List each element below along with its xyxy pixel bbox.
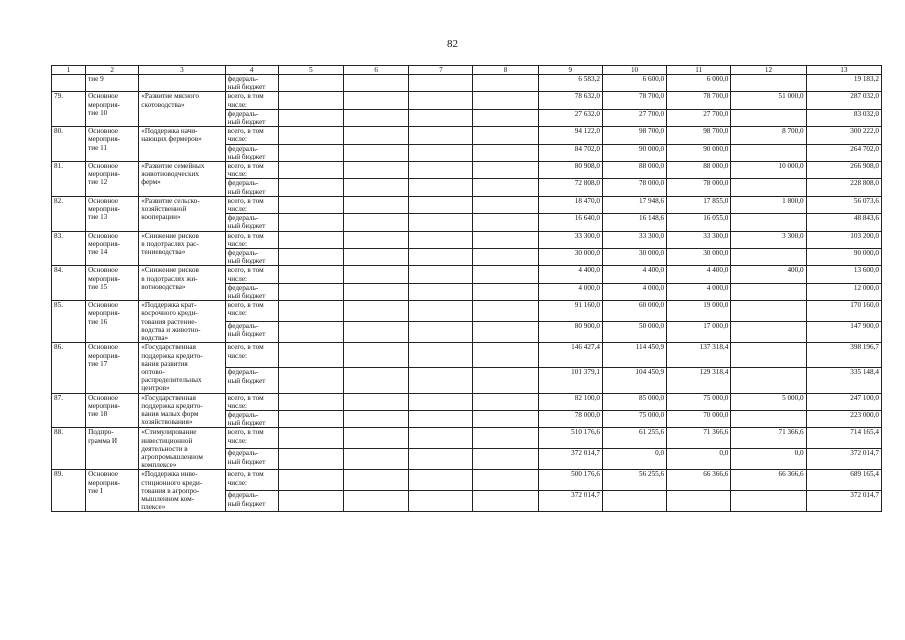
empty-cell [278, 491, 343, 512]
column-header: 12 [731, 66, 806, 75]
value-cell: 16 640,0 [538, 214, 602, 231]
value-cell: 4 400,0 [602, 266, 666, 283]
column-header: 5 [278, 66, 343, 75]
program-title [139, 75, 225, 92]
program-name: Основное мероприя- тие 12 [86, 162, 139, 197]
column-header: 8 [473, 66, 538, 75]
empty-cell [278, 179, 343, 196]
funding-source: всего, в том числе: [225, 231, 278, 248]
value-cell: 8 700,0 [731, 127, 806, 144]
empty-cell [409, 196, 473, 213]
value-cell [731, 283, 806, 300]
row-number: 80. [52, 127, 86, 162]
empty-cell [344, 109, 409, 126]
column-header: 9 [538, 66, 602, 75]
value-cell: 17 000,0 [667, 322, 731, 343]
value-cell: 78 000,0 [602, 179, 666, 196]
column-header: 2 [86, 66, 139, 75]
value-cell: 71 366,6 [731, 428, 806, 449]
empty-cell [473, 231, 538, 248]
row-number [52, 75, 86, 92]
empty-cell [278, 368, 343, 393]
funding-source: всего, в том числе: [225, 428, 278, 449]
empty-cell [278, 196, 343, 213]
empty-cell [344, 231, 409, 248]
empty-cell [409, 214, 473, 231]
empty-cell [473, 428, 538, 449]
program-title: «Государственная поддержка кредито- вания малых форм хозяйствования» [139, 393, 225, 428]
empty-cell [344, 179, 409, 196]
column-header: 11 [667, 66, 731, 75]
empty-cell [409, 393, 473, 410]
value-cell: 75 000,0 [667, 393, 731, 410]
row-number: 83. [52, 231, 86, 266]
program-name: тие 9 [86, 75, 139, 92]
value-cell: 66 366,6 [667, 470, 731, 491]
value-cell: 72 808,0 [538, 179, 602, 196]
value-cell [731, 322, 806, 343]
value-cell: 16 055,0 [667, 214, 731, 231]
empty-cell [344, 343, 409, 368]
value-cell: 60 000,0 [602, 301, 666, 322]
value-cell [667, 491, 731, 512]
value-cell: 228 808,0 [806, 179, 881, 196]
program-name: Основное мероприя- тие 14 [86, 231, 139, 266]
empty-cell [473, 283, 538, 300]
empty-cell [344, 144, 409, 161]
empty-cell [473, 410, 538, 427]
program-title: «Снижение рисков в подотраслях рас- тениеводства» [139, 231, 225, 266]
empty-cell [278, 428, 343, 449]
value-cell: 714 165,4 [806, 428, 881, 449]
value-cell: 146 427,4 [538, 343, 602, 368]
value-cell [731, 249, 806, 266]
value-cell: 104 450,9 [602, 368, 666, 393]
value-cell [731, 368, 806, 393]
value-cell: 30 000,0 [602, 249, 666, 266]
empty-cell [344, 393, 409, 410]
value-cell: 0,0 [731, 449, 806, 470]
value-cell: 266 908,0 [806, 162, 881, 179]
empty-cell [409, 343, 473, 368]
empty-cell [473, 75, 538, 92]
funding-source: всего, в том числе: [225, 127, 278, 144]
value-cell: 90 000,0 [667, 144, 731, 161]
program-name: Основное мероприя- тие 15 [86, 266, 139, 301]
empty-cell [473, 214, 538, 231]
funding-source: федераль- ный бюджет [225, 449, 278, 470]
empty-cell [473, 343, 538, 368]
value-cell: 4 000,0 [538, 283, 602, 300]
value-cell: 0,0 [667, 449, 731, 470]
empty-cell [344, 410, 409, 427]
value-cell: 372 014,7 [538, 491, 602, 512]
table-row [52, 127, 882, 144]
value-cell: 400,0 [731, 266, 806, 283]
value-cell: 689 165,4 [806, 470, 881, 491]
empty-cell [409, 231, 473, 248]
value-cell: 78 000,0 [667, 179, 731, 196]
empty-cell [409, 470, 473, 491]
funding-source: федераль- ный бюджет [225, 214, 278, 231]
row-number: 81. [52, 162, 86, 197]
value-cell: 27 700,0 [667, 109, 731, 126]
funding-source: федераль- ный бюджет [225, 179, 278, 196]
row-number: 86. [52, 343, 86, 393]
empty-cell [344, 92, 409, 109]
empty-cell [473, 322, 538, 343]
empty-cell [473, 470, 538, 491]
value-cell: 129 318,4 [667, 368, 731, 393]
value-cell: 170 160,0 [806, 301, 881, 322]
value-cell: 84 702,0 [538, 144, 602, 161]
empty-cell [409, 491, 473, 512]
value-cell: 300 222,0 [806, 127, 881, 144]
value-cell: 56 073,6 [806, 196, 881, 213]
value-cell: 27 700,0 [602, 109, 666, 126]
program-name: Подпро- грамма И [86, 428, 139, 470]
value-cell: 78 000,0 [538, 410, 602, 427]
empty-cell [344, 249, 409, 266]
table-row [52, 92, 882, 109]
value-cell: 61 255,6 [602, 428, 666, 449]
empty-cell [473, 491, 538, 512]
value-cell [731, 179, 806, 196]
program-name: Основное мероприя- тие 10 [86, 92, 139, 127]
row-number: 84. [52, 266, 86, 301]
value-cell: 103 200,0 [806, 231, 881, 248]
value-cell: 247 100,0 [806, 393, 881, 410]
value-cell: 335 148,4 [806, 368, 881, 393]
table-row [52, 428, 882, 449]
value-cell: 75 000,0 [602, 410, 666, 427]
empty-cell [344, 162, 409, 179]
value-cell: 6 600,0 [602, 75, 666, 92]
empty-cell [409, 410, 473, 427]
empty-cell [473, 144, 538, 161]
value-cell: 66 366,6 [731, 470, 806, 491]
empty-cell [409, 144, 473, 161]
empty-cell [409, 368, 473, 393]
value-cell: 51 000,0 [731, 92, 806, 109]
program-title: «Снижение рисков в подотраслях жи- вотноводства» [139, 266, 225, 301]
funding-source: федераль- ный бюджет [225, 491, 278, 512]
empty-cell [473, 249, 538, 266]
value-cell [731, 75, 806, 92]
funding-source: всего, в том числе: [225, 162, 278, 179]
funding-source: федераль- ный бюджет [225, 283, 278, 300]
value-cell: 78 632,0 [538, 92, 602, 109]
funding-source: всего, в том числе: [225, 92, 278, 109]
value-cell: 78 700,0 [602, 92, 666, 109]
value-cell: 0,0 [602, 449, 666, 470]
value-cell: 114 450,9 [602, 343, 666, 368]
table-row [52, 162, 882, 179]
program-title: «Государственная поддержка кредито- вания развития оптово- распределительных центров» [139, 343, 225, 393]
funding-source: федераль- ный бюджет [225, 368, 278, 393]
empty-cell [409, 162, 473, 179]
funding-source: федераль- ный бюджет [225, 109, 278, 126]
column-header: 7 [409, 66, 473, 75]
program-title: «Поддержка инве- стиционного креди- тования в агропро- мышленном ком- плексе» [139, 470, 225, 512]
empty-cell [409, 249, 473, 266]
program-title: «Поддержка крат- косрочного креди- тования растение- водства и животно- водства» [139, 301, 225, 343]
empty-cell [473, 109, 538, 126]
value-cell: 71 366,6 [667, 428, 731, 449]
empty-cell [409, 283, 473, 300]
value-cell [731, 491, 806, 512]
empty-cell [409, 266, 473, 283]
value-cell: 98 700,0 [602, 127, 666, 144]
value-cell: 264 702,0 [806, 144, 881, 161]
value-cell: 30 000,0 [538, 249, 602, 266]
value-cell [602, 491, 666, 512]
empty-cell [409, 449, 473, 470]
funding-source: федераль- ный бюджет [225, 322, 278, 343]
value-cell: 6 000,0 [667, 75, 731, 92]
value-cell: 90 000,0 [806, 249, 881, 266]
value-cell: 30 000,0 [667, 249, 731, 266]
value-cell: 4 400,0 [667, 266, 731, 283]
value-cell [731, 109, 806, 126]
empty-cell [344, 266, 409, 283]
program-title: «Стимулирование инвестиционной деятельности в агропромышленном комплексе» [139, 428, 225, 470]
empty-cell [278, 92, 343, 109]
empty-cell [409, 109, 473, 126]
program-title: «Развитие сельско- хозяйственной кооперации» [139, 196, 225, 231]
value-cell: 17 855,0 [667, 196, 731, 213]
value-cell: 510 176,6 [538, 428, 602, 449]
empty-cell [344, 449, 409, 470]
value-cell [731, 214, 806, 231]
value-cell: 80 900,0 [538, 322, 602, 343]
empty-cell [344, 127, 409, 144]
table-row [52, 196, 882, 213]
empty-cell [344, 301, 409, 322]
funding-source: федераль- ный бюджет [225, 410, 278, 427]
empty-cell [473, 266, 538, 283]
row-number: 89. [52, 470, 86, 512]
row-number: 85. [52, 301, 86, 343]
value-cell: 33 300,0 [667, 231, 731, 248]
value-cell: 82 100,0 [538, 393, 602, 410]
value-cell: 398 196,7 [806, 343, 881, 368]
table-row [52, 393, 882, 410]
empty-cell [473, 162, 538, 179]
funding-source: федераль- ный бюджет [225, 249, 278, 266]
empty-cell [344, 214, 409, 231]
empty-cell [278, 127, 343, 144]
funding-source: всего, в том числе: [225, 196, 278, 213]
value-cell: 13 600,0 [806, 266, 881, 283]
value-cell: 19 183,2 [806, 75, 881, 92]
empty-cell [473, 127, 538, 144]
empty-cell [278, 249, 343, 266]
funding-source: всего, в том числе: [225, 301, 278, 322]
value-cell: 88 000,0 [667, 162, 731, 179]
value-cell: 80 908,0 [538, 162, 602, 179]
value-cell: 17 948,6 [602, 196, 666, 213]
program-name: Основное мероприя- тие 16 [86, 301, 139, 343]
empty-cell [473, 449, 538, 470]
value-cell: 372 014,7 [538, 449, 602, 470]
empty-cell [409, 75, 473, 92]
value-cell: 500 176,6 [538, 470, 602, 491]
value-cell: 4 000,0 [667, 283, 731, 300]
value-cell: 18 470,0 [538, 196, 602, 213]
table-row [52, 301, 882, 322]
empty-cell [344, 322, 409, 343]
empty-cell [278, 410, 343, 427]
value-cell [731, 144, 806, 161]
column-header: 10 [602, 66, 666, 75]
empty-cell [278, 470, 343, 491]
value-cell: 4 400,0 [538, 266, 602, 283]
value-cell: 88 000,0 [602, 162, 666, 179]
empty-cell [278, 266, 343, 283]
table-row [52, 266, 882, 283]
value-cell: 12 000,0 [806, 283, 881, 300]
row-number: 88. [52, 428, 86, 470]
table-row [52, 231, 882, 248]
funding-source: федераль- ный бюджет [225, 144, 278, 161]
value-cell: 94 122,0 [538, 127, 602, 144]
empty-cell [473, 301, 538, 322]
empty-cell [278, 231, 343, 248]
empty-cell [278, 109, 343, 126]
value-cell: 85 000,0 [602, 393, 666, 410]
program-name: Основное мероприя- тие 13 [86, 196, 139, 231]
value-cell: 70 000,0 [667, 410, 731, 427]
value-cell: 19 000,0 [667, 301, 731, 322]
value-cell: 4 000,0 [602, 283, 666, 300]
value-cell [731, 410, 806, 427]
value-cell: 91 160,0 [538, 301, 602, 322]
value-cell [731, 343, 806, 368]
funding-source: всего, в том числе: [225, 266, 278, 283]
empty-cell [344, 470, 409, 491]
table-row [52, 470, 882, 491]
value-cell: 90 000,0 [602, 144, 666, 161]
table-header-row [52, 66, 882, 75]
funding-source: федераль- ный бюджет [225, 75, 278, 92]
empty-cell [409, 92, 473, 109]
empty-cell [344, 196, 409, 213]
column-header: 3 [139, 66, 225, 75]
program-title: «Поддержка начи- нающих фермеров» [139, 127, 225, 162]
row-number: 79. [52, 92, 86, 127]
value-cell: 6 583,2 [538, 75, 602, 92]
value-cell: 372 014,7 [806, 449, 881, 470]
row-number: 87. [52, 393, 86, 428]
empty-cell [278, 393, 343, 410]
value-cell: 147 900,0 [806, 322, 881, 343]
empty-cell [278, 162, 343, 179]
value-cell: 5 000,0 [731, 393, 806, 410]
column-header: 1 [52, 66, 86, 75]
empty-cell [278, 301, 343, 322]
value-cell: 287 032,0 [806, 92, 881, 109]
table-row [52, 75, 882, 92]
empty-cell [278, 322, 343, 343]
value-cell: 101 379,1 [538, 368, 602, 393]
funding-source: всего, в том числе: [225, 393, 278, 410]
empty-cell [473, 92, 538, 109]
empty-cell [473, 368, 538, 393]
empty-cell [409, 301, 473, 322]
program-name: Основное мероприя- тие 17 [86, 343, 139, 393]
row-number: 82. [52, 196, 86, 231]
empty-cell [278, 214, 343, 231]
value-cell: 223 000,0 [806, 410, 881, 427]
value-cell: 27 632,0 [538, 109, 602, 126]
budget-table [51, 65, 882, 512]
empty-cell [344, 368, 409, 393]
value-cell: 1 800,0 [731, 196, 806, 213]
value-cell: 98 700,0 [667, 127, 731, 144]
value-cell: 50 000,0 [602, 322, 666, 343]
empty-cell [344, 75, 409, 92]
value-cell: 137 318,4 [667, 343, 731, 368]
value-cell: 33 300,0 [602, 231, 666, 248]
program-name: Основное мероприя- тие I [86, 470, 139, 512]
column-header: 13 [806, 66, 881, 75]
empty-cell [473, 179, 538, 196]
empty-cell [409, 428, 473, 449]
empty-cell [278, 343, 343, 368]
value-cell: 16 148,6 [602, 214, 666, 231]
empty-cell [409, 179, 473, 196]
column-header: 6 [344, 66, 409, 75]
value-cell: 56 255,6 [602, 470, 666, 491]
value-cell: 10 000,0 [731, 162, 806, 179]
value-cell: 372 014,7 [806, 491, 881, 512]
value-cell: 33 300,0 [538, 231, 602, 248]
program-name: Основное мероприя- тие 18 [86, 393, 139, 428]
value-cell: 78 700,0 [667, 92, 731, 109]
empty-cell [473, 393, 538, 410]
empty-cell [409, 127, 473, 144]
empty-cell [278, 283, 343, 300]
empty-cell [278, 449, 343, 470]
funding-source: всего, в том числе: [225, 343, 278, 368]
program-title: «Развитие мясного скотоводства» [139, 92, 225, 127]
funding-source: всего, в том числе: [225, 470, 278, 491]
program-name: Основное мероприя- тие 11 [86, 127, 139, 162]
empty-cell [409, 322, 473, 343]
empty-cell [278, 144, 343, 161]
empty-cell [344, 283, 409, 300]
value-cell [731, 301, 806, 322]
program-title: «Развитие семейных животноводческих ферм» [139, 162, 225, 197]
empty-cell [344, 428, 409, 449]
value-cell: 3 300,0 [731, 231, 806, 248]
table-row [52, 343, 882, 368]
page-number: 82 [447, 38, 458, 50]
value-cell: 48 843,6 [806, 214, 881, 231]
column-header: 4 [225, 66, 278, 75]
value-cell: 83 032,0 [806, 109, 881, 126]
empty-cell [473, 196, 538, 213]
empty-cell [278, 75, 343, 92]
empty-cell [344, 491, 409, 512]
